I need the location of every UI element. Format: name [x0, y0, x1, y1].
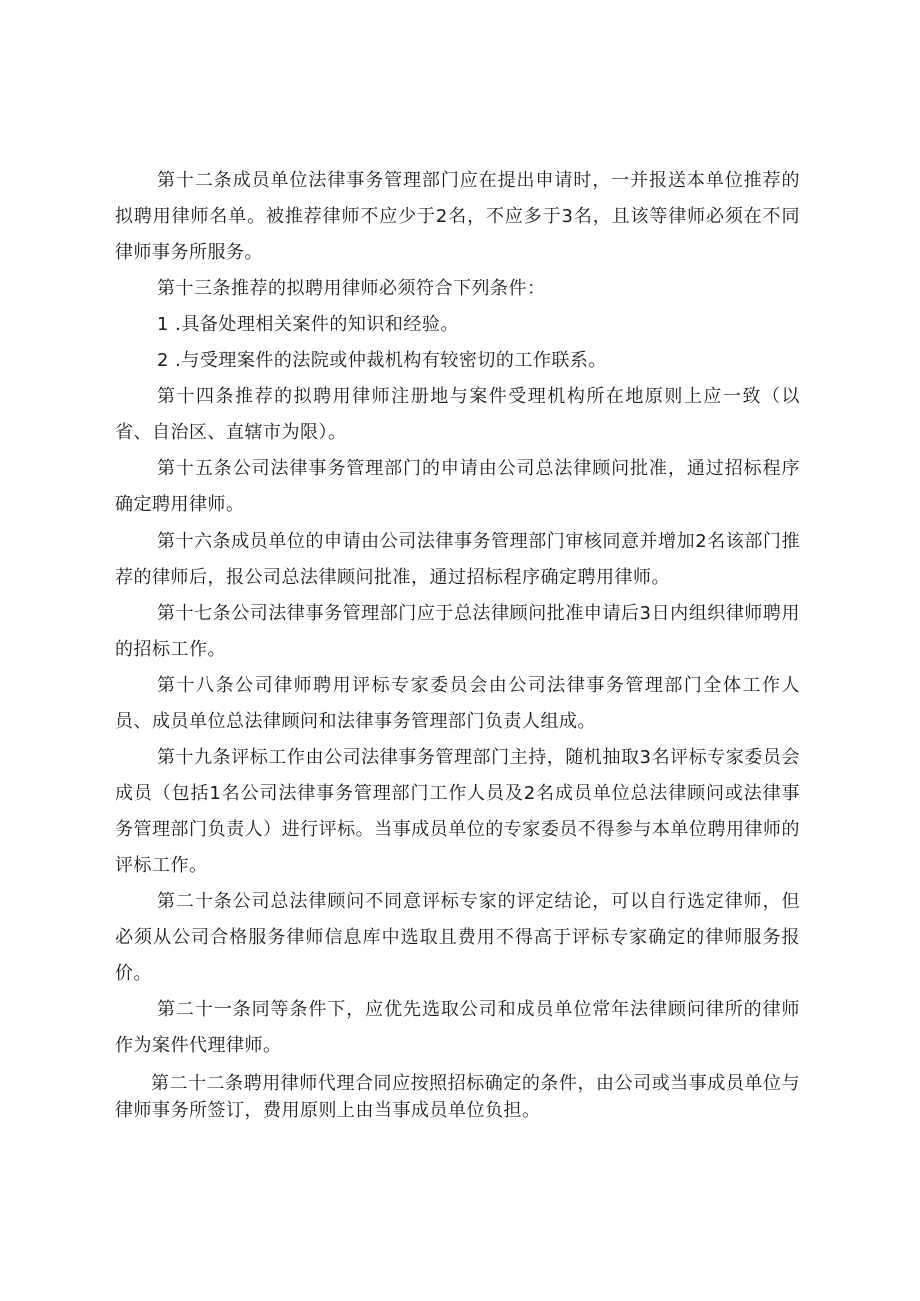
article-14: 第十四条推荐的拟聘用律师注册地与案件受理机构所在地原则上应一致（以省、自治区、直辖市为限）。 [115, 386, 800, 443]
article-16: 第十六条成员单位的申请由公司法律事务管理部门审核同意并增加2名该部门推荐的律师后，报公司总法律顾问批准，通过招标程序确定聘用律师。 [115, 531, 800, 588]
article-21: 第二十一条同等条件下，应优先选取公司和成员单位常年法律顾问律所的律师作为案件代理律师。 [115, 999, 800, 1056]
article-15: 第十五条公司法律事务管理部门的申请由公司总法律顾问批准，通过招标程序确定聘用律师。 [115, 458, 800, 515]
article-17: 第十七条公司法律事务管理部门应于总法律顾问批准申请后3日内组织律师聘用的招标工作。 [115, 603, 800, 660]
article-12: 第十二条成员单位法律事务管理部门应在提出申请时，一并报送本单位推荐的拟聘用律师名单。被推荐律师不应少于2名，不应多于3名，且该等律师必须在不同律师事务所服务。 [115, 170, 800, 263]
article-20: 第二十条公司总法律顾问不同意评标专家的评定结论，可以自行选定律师，但必须从公司合格服务律师信息库中选取且费用不得高于评标专家确定的律师服务报价。 [115, 891, 800, 984]
article-13: 第十三条推荐的拟聘用律师必须符合下列条件： [157, 278, 546, 299]
article-13-item-1: 1 .具备处理相关案件的知识和经验。 [157, 314, 459, 335]
article-13-item-2: 2 .与受理案件的法院或仲裁机构有较密切的工作联系。 [157, 350, 607, 371]
article-19: 第十九条评标工作由公司法律事务管理部门主持，随机抽取3名评标专家委员会成员（包括1名公司法律事务管理部门工作人员及2名成员单位总法律顾问或法律事务管理部门负责人）进行评标。当事成员单位的专家委员不得参与本单位聘用律师的评标工作。 [115, 747, 800, 876]
article-18: 第十八条公司律师聘用评标专家委员会由公司法律事务管理部门全体工作人员、成员单位总法律顾问和法律事务管理部门负责人组成。 [115, 675, 800, 732]
article-22: 第二十二条聘用律师代理合同应按照招标确定的条件，由公司或当事成员单位与律师事务所签订，费用原则上由当事成员单位负担。 [115, 1073, 800, 1121]
